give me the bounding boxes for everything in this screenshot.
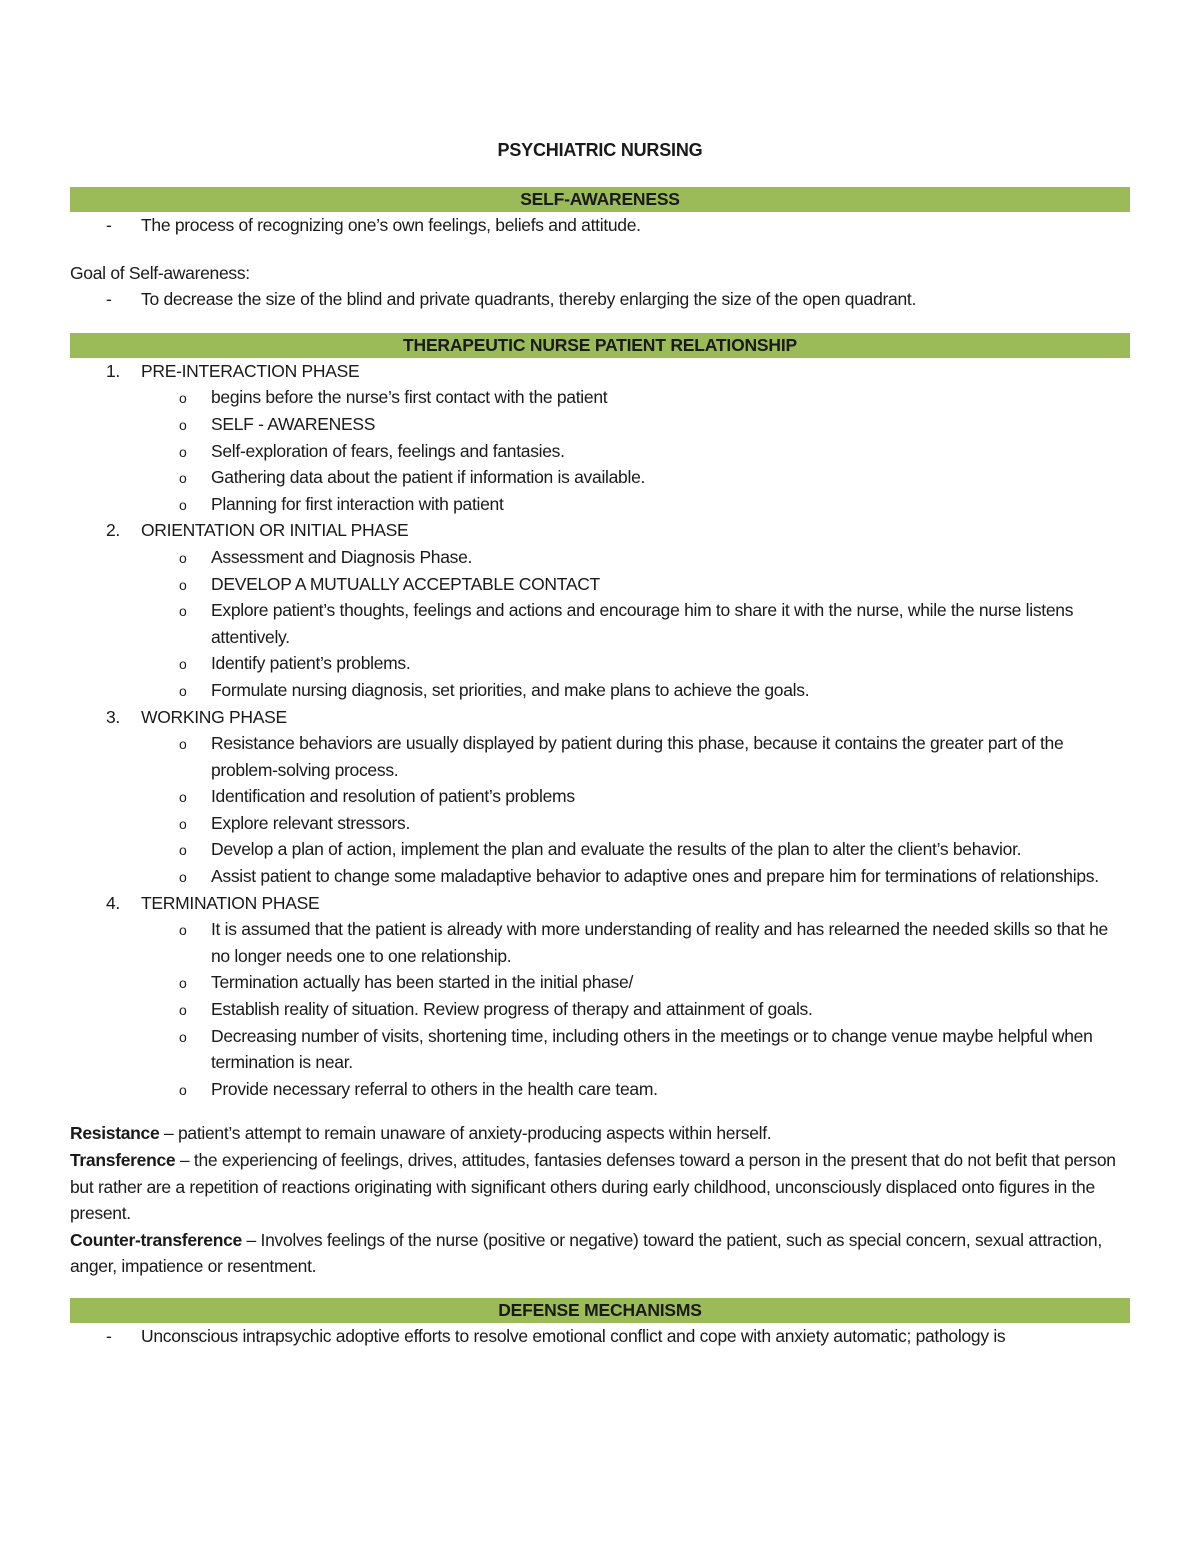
dash-marker: - [106, 289, 112, 310]
document-page [70, 140, 1130, 1350]
circle-bullet-icon: o [179, 576, 187, 593]
term-definition [70, 1120, 1130, 1147]
phase-subitem [70, 491, 1130, 518]
phase-subitem [70, 384, 1130, 411]
subitem-text: DEVELOP A MUTUALLY ACCEPTABLE CONTACT [211, 573, 600, 594]
term-name: Resistance [70, 1123, 160, 1144]
circle-bullet-icon: o [179, 815, 187, 832]
phase-item [70, 704, 1130, 731]
phase-subitem [70, 544, 1130, 571]
subitem-text: SELF - AWARENESS [211, 413, 376, 434]
phase-subitem [70, 810, 1130, 837]
phase-subitem [70, 730, 1130, 783]
subitem-text: Assist patient to change some maladaptive behavior to adaptive ones and prepare him for terminations of relationships. [211, 866, 1099, 887]
phase-subitem [70, 1023, 1130, 1076]
subitem-text: begins before the nurse’s first contact with the patient [211, 387, 608, 408]
term-text: – the experiencing of feelings, drives, attitudes, fantasies defenses toward a person in the present that do not befit that person but rather are a repetition of reactions originating with significant others during early childhood, unconsciously displaced onto figures in the present. [70, 1150, 1116, 1224]
section-heading-defense-mechanisms: DEFENSE MECHANISMS [70, 1298, 1130, 1323]
definition-text: The process of recognizing one’s own feelings, beliefs and attitude. [141, 215, 641, 235]
subitem-text: Planning for first interaction with patient [211, 493, 504, 514]
phase-subitem [70, 969, 1130, 996]
phase-name: PRE-INTERACTION PHASE [141, 360, 360, 381]
definitions-list [70, 1120, 1130, 1280]
phase-name: TERMINATION PHASE [141, 892, 320, 913]
term-text: – Involves feelings of the nurse (positive or negative) toward the patient, such as special concern, sexual attraction, anger, impatience or resentment. [70, 1229, 1102, 1277]
circle-bullet-icon: o [179, 736, 187, 753]
subitem-text: Gathering data about the patient if information is available. [211, 467, 646, 488]
phase-number: 1. [106, 360, 120, 381]
circle-bullet-icon: o [179, 549, 187, 566]
phase-subitem [70, 863, 1130, 890]
phase-item [70, 890, 1130, 917]
phase-subitem [70, 597, 1130, 650]
subitem-text: Provide necessary referral to others in the health care team. [211, 1078, 658, 1099]
phase-subitem [70, 677, 1130, 704]
phase-subitem [70, 836, 1130, 863]
phase-number: 4. [106, 892, 120, 913]
subitem-text: Develop a plan of action, implement the plan and evaluate the results of the plan to alter the client’s behavior. [211, 839, 1022, 860]
circle-bullet-icon: o [179, 443, 187, 460]
circle-bullet-icon: o [179, 1002, 187, 1019]
circle-bullet-icon: o [179, 682, 187, 699]
term-text: – patient’s attempt to remain unaware of anxiety-producing aspects within herself. [159, 1123, 772, 1144]
subitem-text: Establish reality of situation. Review progress of therapy and attainment of goals. [211, 999, 813, 1020]
term-definition [70, 1227, 1130, 1280]
circle-bullet-icon: o [179, 416, 187, 433]
defense-definition [70, 1323, 1130, 1350]
section-heading-self-awareness: SELF-AWARENESS [70, 187, 1130, 212]
circle-bullet-icon: o [179, 789, 187, 806]
circle-bullet-icon: o [179, 922, 187, 939]
phase-name: ORIENTATION OR INITIAL PHASE [141, 520, 409, 541]
phase-item [70, 358, 1130, 385]
circle-bullet-icon: o [179, 975, 187, 992]
circle-bullet-icon: o [179, 1028, 187, 1045]
circle-bullet-icon: o [179, 842, 187, 859]
subitem-text: Resistance behaviors are usually displayed by patient during this phase, because it contains the greater part of the problem-solving process. [211, 733, 1064, 780]
phase-item [70, 517, 1130, 544]
phase-subitem [70, 783, 1130, 810]
phase-number: 3. [106, 706, 120, 727]
circle-bullet-icon: o [179, 869, 187, 886]
circle-bullet-icon: o [179, 390, 187, 407]
phase-subitem [70, 650, 1130, 677]
self-awareness-goal [70, 286, 1130, 313]
phase-subitem [70, 1076, 1130, 1103]
section-heading-therapeutic: THERAPEUTIC NURSE PATIENT RELATIONSHIP [70, 333, 1130, 358]
goal-label: Goal of Self-awareness: [70, 262, 250, 283]
phase-subitem [70, 464, 1130, 491]
definition-text: Unconscious intrapsychic adoptive efforts to resolve emotional conflict and cope with anxiety automatic; pathology is [141, 1325, 1006, 1346]
circle-bullet-icon: o [179, 656, 187, 673]
phase-subitem [70, 411, 1130, 438]
phase-name: WORKING PHASE [141, 706, 287, 727]
subitem-text: Formulate nursing diagnosis, set priorities, and make plans to achieve the goals. [211, 679, 810, 700]
subitem-text: Explore patient’s thoughts, feelings and actions and encourage him to share it with the nurse, while the nurse listens attentively. [211, 600, 1074, 647]
circle-bullet-icon: o [179, 470, 187, 487]
phase-list [70, 358, 1130, 1103]
dash-marker: - [106, 215, 112, 235]
term-definition [70, 1147, 1130, 1227]
goal-text: To decrease the size of the blind and private quadrants, thereby enlarging the size of the open quadrant. [141, 289, 917, 310]
circle-bullet-icon: o [179, 603, 187, 620]
subitem-text: Identification and resolution of patient’s problems [211, 786, 575, 807]
circle-bullet-icon: o [179, 496, 187, 513]
phase-subitem [70, 438, 1130, 465]
phase-subitem [70, 916, 1130, 969]
subitem-text: Assessment and Diagnosis Phase. [211, 546, 473, 567]
subitem-text: It is assumed that the patient is already with more understanding of reality and has relearned the needed skills so that he no longer needs one to one relationship. [211, 919, 1108, 966]
subitem-text: Identify patient’s problems. [211, 653, 411, 674]
subitem-text: Explore relevant stressors. [211, 812, 411, 833]
subitem-text: Decreasing number of visits, shortening time, including others in the meetings or to change venue maybe helpful when termination is near. [211, 1025, 1093, 1073]
subitem-text: Self-exploration of fears, feelings and fantasies. [211, 440, 565, 461]
dash-marker: - [106, 1325, 112, 1346]
self-awareness-definition [70, 212, 1130, 239]
term-name: Transference [70, 1150, 176, 1170]
document-title: PSYCHIATRIC NURSING [497, 140, 703, 160]
subitem-text: Termination actually has been started in the initial phase/ [211, 972, 634, 993]
phase-subitem [70, 996, 1130, 1023]
circle-bullet-icon: o [179, 1081, 187, 1098]
phase-number: 2. [106, 520, 120, 541]
phase-subitem [70, 571, 1130, 598]
term-name: Counter-transference [70, 1229, 242, 1250]
